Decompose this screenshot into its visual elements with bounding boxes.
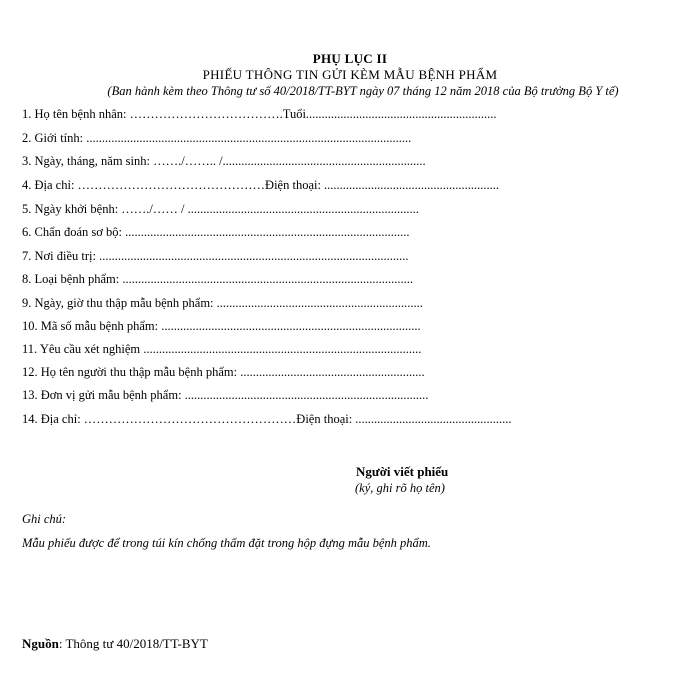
- field-collector-name: 12. Họ tên người thu thập mẫu bệnh phẩm: ...........................................................: [22, 365, 425, 379]
- source-line: [22, 636, 208, 652]
- field-onset-date: 5. Ngày khởi bệnh: ……./…… / ..........................................................................: [22, 202, 419, 216]
- form-title: PHIẾU THÔNG TIN GỬI KÈM MẪU BỆNH PHẨM: [202, 67, 498, 82]
- field-treatment-place: 7. Nơi điều trị: ...................................................................................................: [22, 249, 409, 263]
- form-subtitle: (Ban hành kèm theo Thông tư số 40/2018/TT-BYT ngày 07 tháng 12 năm 2018 của Bộ trưởng Bộ Y tế): [107, 84, 619, 98]
- field-address: 4. Địa chỉ: ………………………………………Điện thoại: ........................................................: [22, 178, 500, 192]
- note-label: Ghi chú:: [22, 512, 67, 526]
- field-diagnosis: 6. Chẩn đoán sơ bộ: ...........................................................................................: [22, 225, 410, 239]
- field-test-request: 11. Yêu cầu xét nghiệm .........................................................................................: [22, 342, 422, 356]
- source-text: : Thông tư 40/2018/TT-BYT: [58, 636, 208, 651]
- field-unit-address: 14. Địa chỉ: ……………………………………………Điện thoại: ..................................................: [22, 412, 512, 426]
- field-specimen-code: 10. Mã số mẫu bệnh phẩm: ...................................................................................: [22, 319, 421, 333]
- signature-subtitle: (ký, ghi rõ họ tên): [355, 481, 445, 495]
- source-label: Nguồn: [22, 636, 59, 651]
- field-birth-date: 3. Ngày, tháng, năm sinh: ……./…….. /.................................................................: [22, 154, 426, 168]
- field-collection-time: 9. Ngày, giờ thu thập mẫu bệnh phẩm: ..................................................................: [22, 296, 423, 310]
- field-specimen-type: 8. Loại bệnh phẩm: .............................................................................................: [22, 272, 413, 286]
- note-text: Mẫu phiếu được để trong túi kín chống thấm đặt trong hộp đựng mẫu bệnh phẩm.: [22, 536, 431, 550]
- field-gender: 2. Giới tính: ........................................................................................................: [22, 131, 412, 145]
- field-sending-unit: 13. Đơn vị gửi mẫu bệnh phẩm: ..............................................................................: [22, 388, 429, 402]
- signature-title: Người viết phiếu: [356, 464, 449, 479]
- field-patient-name: 1. Họ tên bệnh nhân: ……………………………….Tuổi.............................................................: [22, 107, 497, 121]
- appendix-title: PHỤ LỤC II: [312, 51, 388, 66]
